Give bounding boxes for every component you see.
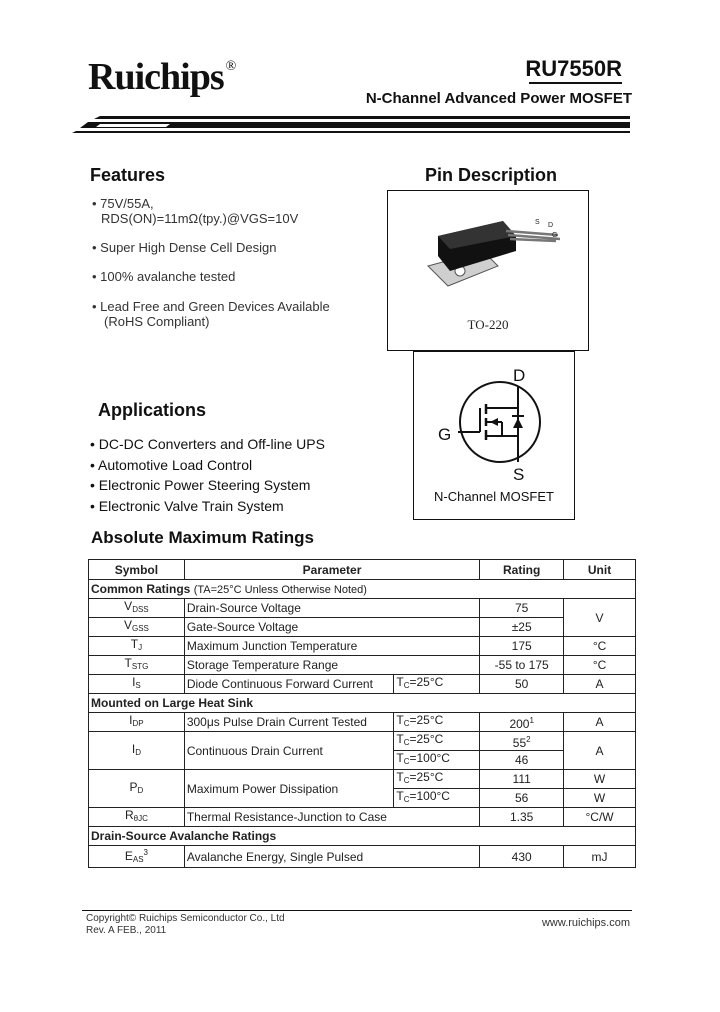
table-row bbox=[89, 732, 636, 751]
rating-cell: 50 bbox=[480, 675, 564, 694]
col-unit: Unit bbox=[564, 560, 636, 580]
pin-description-heading: Pin Description bbox=[425, 165, 558, 185]
unit-cell: V bbox=[564, 599, 636, 637]
unit-cell: °C/W bbox=[564, 808, 636, 827]
parameter-cell: Drain-Source Voltage bbox=[184, 599, 479, 618]
parameter-cell: Maximum Junction Temperature bbox=[184, 637, 479, 656]
symbol-gate-label: G bbox=[438, 425, 452, 444]
table-row bbox=[89, 770, 636, 789]
symbol-source-label: S bbox=[513, 465, 525, 482]
table-row bbox=[89, 675, 636, 694]
package-label: TO-220 bbox=[467, 317, 509, 332]
footer-divider bbox=[82, 910, 632, 911]
feature-item-rohs: (RoHS Compliant) bbox=[104, 314, 210, 329]
brand-logo: Ruichips ® bbox=[88, 56, 236, 98]
table-row bbox=[89, 808, 636, 827]
condition-cell: $T_C=25^\circ C$ bbox=[394, 675, 480, 694]
symbol-cell: $V_{DSS}$ bbox=[89, 599, 185, 618]
pin-label-g: G bbox=[552, 232, 558, 239]
parameter-cell: Continuous Drain Current bbox=[184, 732, 394, 770]
condition-cell: $T_C=100^\circ C$ bbox=[394, 751, 480, 770]
unit-cell: W bbox=[564, 770, 636, 789]
table-row bbox=[89, 656, 636, 675]
rating-cell: $55^2$ bbox=[480, 732, 564, 751]
parameter-cell: 300μs Pulse Drain Current Tested bbox=[184, 713, 394, 732]
section-row bbox=[89, 694, 636, 713]
parameter-cell: Diode Continuous Forward Current bbox=[184, 675, 394, 694]
table-row bbox=[89, 846, 636, 868]
rating-cell: 75 bbox=[480, 599, 564, 618]
mosfet-symbol-diagram bbox=[414, 352, 574, 482]
application-item: • Electronic Power Steering System bbox=[90, 477, 311, 493]
unit-cell: W bbox=[564, 789, 636, 808]
rating-cell: -55 to 175 bbox=[480, 656, 564, 675]
unit-cell: A bbox=[564, 675, 636, 694]
note-marker: 1 bbox=[529, 715, 534, 725]
rating-cell: 175 bbox=[480, 637, 564, 656]
symbol-cell: $T_J$ bbox=[89, 637, 185, 656]
col-rating: Rating bbox=[480, 560, 564, 580]
table-header-row bbox=[89, 560, 636, 580]
header-swoosh-lines bbox=[70, 112, 635, 142]
condition-cell: $T_C=25^\circ C$ bbox=[394, 732, 480, 751]
pin-label-d: D bbox=[548, 222, 554, 229]
symbol-cell: $P_D$ bbox=[89, 770, 185, 808]
parameter-cell: Thermal Resistance-Junction to Case bbox=[184, 808, 479, 827]
parameter-cell: Maximum Power Dissipation bbox=[184, 770, 394, 808]
mosfet-symbol-box bbox=[413, 351, 575, 520]
parameter-cell: Gate-Source Voltage bbox=[184, 618, 479, 637]
parameter-cell: Avalanche Energy, Single Pulsed bbox=[184, 846, 479, 868]
note-marker: 3 bbox=[143, 848, 148, 857]
feature-item-cell-design: • Super High Dense Cell Design bbox=[92, 240, 277, 255]
applications-heading: Applications bbox=[98, 400, 207, 420]
part-number-underline bbox=[529, 82, 622, 84]
section-title: Common Ratings bbox=[91, 581, 191, 596]
col-parameter: Parameter bbox=[184, 560, 479, 580]
feature-item-rdson: RDS(ON)=11mΩ(tpy.)@VGS=10V bbox=[101, 211, 299, 226]
unit-cell: °C bbox=[564, 637, 636, 656]
symbol-cell: $R_{\theta JC}$ bbox=[89, 808, 185, 827]
to220-package-image bbox=[388, 191, 588, 311]
parameter-cell: Storage Temperature Range bbox=[184, 656, 479, 675]
symbol-cell: $E_{AS}^3$ bbox=[89, 846, 185, 868]
footer-copyright: Copyright© Ruichips Semiconductor Co., Ltd bbox=[86, 913, 285, 924]
features-heading: Features bbox=[90, 165, 166, 185]
pin-label-s: S bbox=[535, 219, 540, 226]
unit-cell: A bbox=[564, 732, 636, 770]
symbol-cell: $I_S$ bbox=[89, 675, 185, 694]
unit-cell: mJ bbox=[564, 846, 636, 868]
col-symbol: Symbol bbox=[89, 560, 185, 580]
application-item: • Electronic Valve Train System bbox=[90, 498, 284, 514]
rating-cell: 46 bbox=[480, 751, 564, 770]
package-box bbox=[387, 190, 589, 351]
section-row bbox=[89, 827, 636, 846]
symbol-cell: $T_{STG}$ bbox=[89, 656, 185, 675]
feature-item-rating: • 75V/55A, bbox=[92, 196, 154, 211]
device-subtitle: N-Channel Advanced Power MOSFET bbox=[365, 90, 632, 107]
application-item: • DC-DC Converters and Off-line UPS bbox=[90, 436, 325, 452]
rating-cell: 430 bbox=[480, 846, 564, 868]
part-number: RU7550R bbox=[525, 56, 622, 81]
ratings-heading: Absolute Maximum Ratings bbox=[91, 528, 314, 547]
unit-cell: A bbox=[564, 713, 636, 732]
rating-cell: 111 bbox=[480, 770, 564, 789]
footer-website: www.ruichips.com bbox=[541, 917, 630, 929]
ratings-table bbox=[88, 559, 636, 868]
table-row bbox=[89, 618, 636, 637]
mosfet-symbol-label: N-Channel MOSFET bbox=[434, 489, 554, 504]
symbol-drain-label: D bbox=[513, 366, 526, 385]
rating-cell: 56 bbox=[480, 789, 564, 808]
condition-cell: $T_C=25^\circ C$ bbox=[394, 770, 480, 789]
rating-cell: ±25 bbox=[480, 618, 564, 637]
symbol-cell: $V_{GSS}$ bbox=[89, 618, 185, 637]
footer-revision: Rev. A FEB., 2011 bbox=[86, 925, 167, 936]
table-row bbox=[89, 599, 636, 618]
section-title: Mounted on Large Heat Sink bbox=[89, 694, 636, 713]
section-row bbox=[89, 580, 636, 599]
unit-cell: °C bbox=[564, 656, 636, 675]
table-row bbox=[89, 713, 636, 732]
symbol-cell: $I_{DP}$ bbox=[89, 713, 185, 732]
condition-cell: $T_C=25^\circ C$ bbox=[394, 713, 480, 732]
feature-item-avalanche: • 100% avalanche tested bbox=[92, 269, 236, 284]
rating-cell: $200^1$ bbox=[480, 713, 564, 732]
symbol-cell: $I_D$ bbox=[89, 732, 185, 770]
application-item: • Automotive Load Control bbox=[90, 457, 253, 473]
section-title: Drain-Source Avalanche Ratings bbox=[89, 827, 636, 846]
rating-cell: 1.35 bbox=[480, 808, 564, 827]
note-marker: 2 bbox=[526, 734, 531, 744]
section-note: (TA=25°C Unless Otherwise Noted) bbox=[193, 583, 367, 596]
condition-cell: $T_C=100^\circ C$ bbox=[394, 789, 480, 808]
feature-item-lead-free: • Lead Free and Green Devices Available bbox=[92, 299, 330, 314]
table-row bbox=[89, 637, 636, 656]
